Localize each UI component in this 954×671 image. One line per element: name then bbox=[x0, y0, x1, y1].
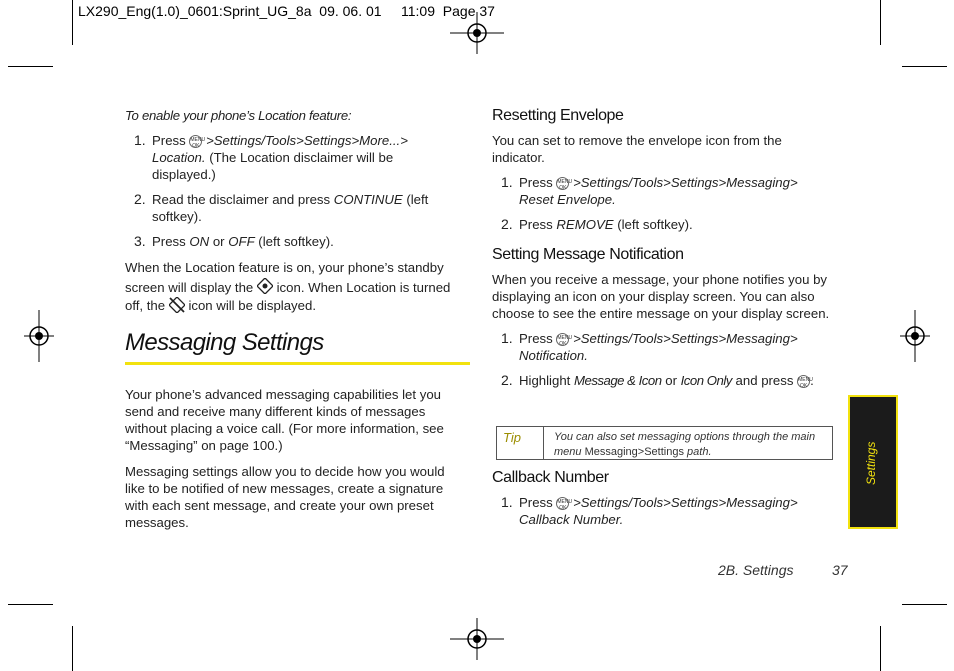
heading-resetting-envelope: Resetting Envelope bbox=[492, 107, 624, 124]
callback-steps bbox=[492, 494, 837, 528]
messaging-intro-paragraph: Your phone’s advanced messaging capabilities let you send and receive many different kinds of messages without placing a voice call. (For more information, see “Messaging” on page 100.) bbox=[125, 387, 444, 453]
section-tab bbox=[848, 395, 898, 529]
crop-mark bbox=[72, 626, 73, 671]
registration-mark-icon bbox=[24, 310, 54, 362]
registration-mark-icon bbox=[900, 310, 930, 362]
list-item: 2. Highlight Message & Icon or Icon Only and press MENU OK . bbox=[501, 372, 814, 389]
messaging-settings-paragraph: Messaging settings allow you to decide how you would like to be notified of new messages, create a signature with each sent message, and create your own preset messages. bbox=[125, 464, 445, 530]
crop-mark bbox=[902, 66, 947, 67]
location-off-icon bbox=[169, 297, 185, 313]
callback-section bbox=[492, 469, 837, 528]
menu-ok-key-icon: MENU OK bbox=[190, 137, 206, 149]
menu-ok-key-icon: MENU OK bbox=[557, 335, 573, 347]
list-item: 2. Read the disclaimer and press CONTINUE (left softkey). bbox=[134, 191, 429, 224]
list-item: 1. Press MENU OK >Settings/Tools>Settings>More...> Location. (The Location disclaimer will be displayed.) bbox=[134, 132, 408, 182]
heading-callback-number: Callback Number bbox=[492, 469, 609, 486]
reset-envelope-steps bbox=[492, 174, 837, 233]
section-title: Messaging Settings bbox=[125, 329, 324, 356]
heading-setting-message-notification: Setting Message Notification bbox=[492, 246, 684, 263]
menu-ok-key-icon: MENU OK bbox=[798, 377, 813, 389]
list-item: 1. Press MENU OK >Settings/Tools>Settings>Messaging> Callback Number. bbox=[501, 494, 798, 527]
tip-box bbox=[496, 426, 833, 460]
crop-mark bbox=[880, 0, 881, 45]
crop-mark bbox=[72, 0, 73, 45]
reset-envelope-text: You can set to remove the envelope icon from the indicator. bbox=[492, 133, 782, 165]
left-column-lower bbox=[125, 386, 467, 531]
right-column bbox=[492, 107, 837, 389]
menu-ok-key-icon: MENU OK bbox=[557, 499, 573, 511]
list-item: 3. Press ON or OFF (left softkey). bbox=[134, 233, 334, 249]
location-on-icon bbox=[257, 278, 273, 294]
tip-label: Tip bbox=[503, 430, 521, 445]
menu-ok-key-icon: MENU OK bbox=[557, 179, 573, 191]
footer-section: 2B. Settings bbox=[718, 562, 794, 578]
list-item: 1. Press MENU OK >Settings/Tools>Settings>Messaging> Notification. bbox=[501, 330, 798, 363]
crop-mark bbox=[902, 604, 947, 605]
registration-mark-icon bbox=[450, 618, 504, 660]
location-steps bbox=[125, 132, 475, 250]
left-column bbox=[125, 107, 475, 316]
print-slug: LX290_Eng(1.0)_0601:Sprint_UG_8a 09. 06. 01 11:09 Page 37 bbox=[78, 3, 495, 19]
section-title-rule bbox=[125, 362, 470, 365]
crop-mark bbox=[8, 66, 53, 67]
list-item: 1. Press MENU OK >Settings/Tools>Settings>Messaging> Reset Envelope. bbox=[501, 174, 798, 207]
crop-mark bbox=[880, 626, 881, 671]
notification-steps bbox=[492, 330, 837, 389]
location-intro: To enable your phone’s Location feature: bbox=[125, 108, 352, 123]
tip-text: You can also set messaging options through the main menu Messaging>Settings path. bbox=[554, 431, 816, 458]
section-tab-label: Settings bbox=[864, 441, 878, 485]
page-number: 37 bbox=[832, 562, 848, 578]
notification-text: When you receive a message, your phone notifies you by displaying an icon on your display screen. You can also choose to see the entire message on your display screen. bbox=[492, 272, 830, 321]
location-paragraph: When the Location feature is on, your phone’s standby screen will display the icon. When Location is turned off, the icon will be displayed. bbox=[125, 260, 451, 313]
tip-divider bbox=[543, 427, 544, 459]
list-item: 2. Press REMOVE (left softkey). bbox=[501, 216, 693, 232]
crop-mark bbox=[8, 604, 53, 605]
